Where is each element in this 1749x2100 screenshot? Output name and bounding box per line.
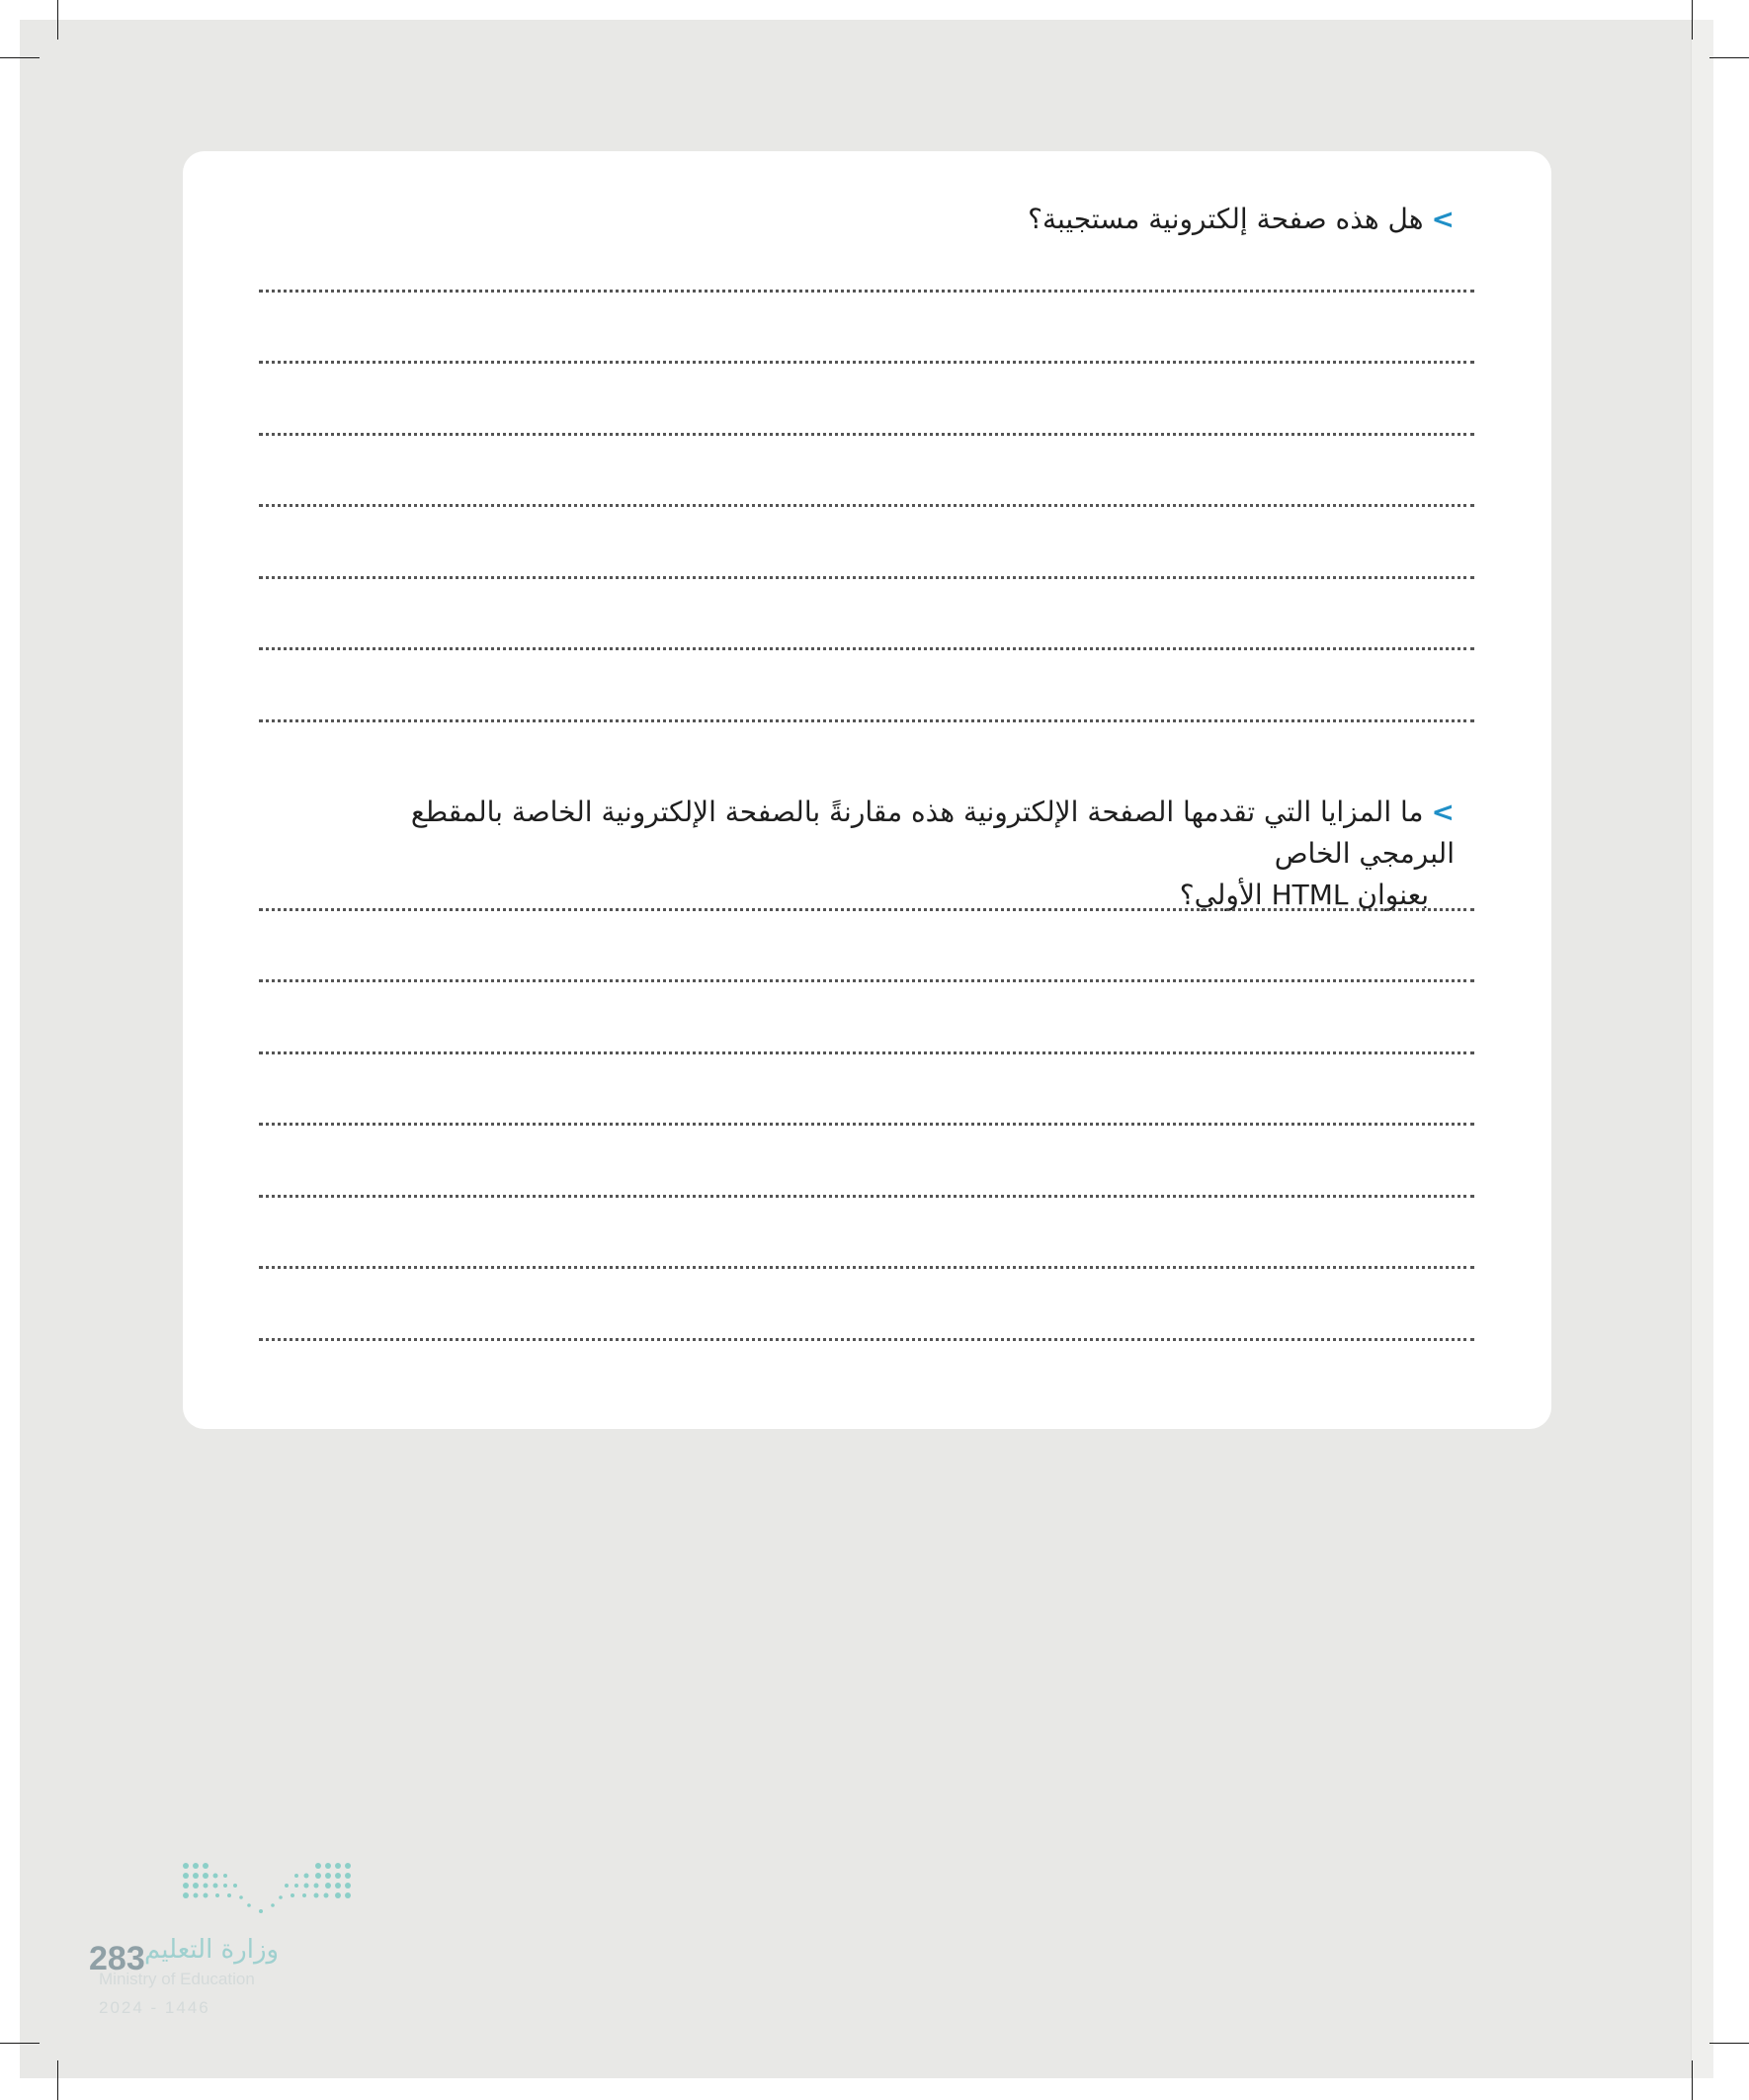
chevron-icon: >: [1431, 203, 1455, 235]
crop-mark: [0, 57, 40, 58]
crop-mark: [57, 0, 58, 40]
chevron-icon: >: [1431, 796, 1455, 828]
crop-mark: [0, 2043, 40, 2044]
page-edge: [1691, 20, 1713, 2078]
ministry-name-arabic: وزارة التعليم: [144, 1935, 280, 1965]
answer-line[interactable]: [259, 1195, 1474, 1198]
answer-line[interactable]: [259, 1123, 1474, 1126]
edition-year: 2024 - 1446: [99, 1998, 210, 2017]
answer-line[interactable]: [259, 1051, 1474, 1054]
answer-line[interactable]: [259, 504, 1474, 507]
crop-mark: [57, 2060, 58, 2100]
question-1-text: هل هذه صفحة إلكترونية مستجيبة؟: [1028, 203, 1424, 235]
answer-line[interactable]: [259, 1266, 1474, 1269]
ministry-logo-icon: [178, 1860, 356, 1919]
answer-line[interactable]: [259, 576, 1474, 579]
answer-line[interactable]: [259, 1338, 1474, 1341]
answer-line[interactable]: [259, 361, 1474, 364]
ministry-name-english: Ministry of Education: [99, 1970, 255, 1988]
question-2-text-line2: بعنوان HTML الأولي؟: [1179, 879, 1429, 911]
question-1: [269, 199, 1455, 240]
crop-mark: [1692, 2060, 1693, 2100]
crop-mark: [1709, 57, 1749, 58]
worksheet-card: [183, 151, 1551, 1429]
crop-mark: [1692, 0, 1693, 40]
crop-mark: [1709, 2043, 1749, 2044]
answer-line[interactable]: [259, 647, 1474, 650]
answer-line[interactable]: [259, 433, 1474, 436]
answer-line[interactable]: [259, 908, 1474, 911]
question-2: [328, 792, 1455, 916]
question-2-text-line1: ما المزايا التي تقدمها الصفحة الإلكترونية هذه مقارنةً بالصفحة الإلكترونية الخاصة بالمقطع البرمجي الخاص: [410, 796, 1455, 870]
answer-line[interactable]: [259, 719, 1474, 722]
page-number: 283: [89, 1940, 145, 1977]
answer-line[interactable]: [259, 290, 1474, 293]
answer-line[interactable]: [259, 979, 1474, 982]
